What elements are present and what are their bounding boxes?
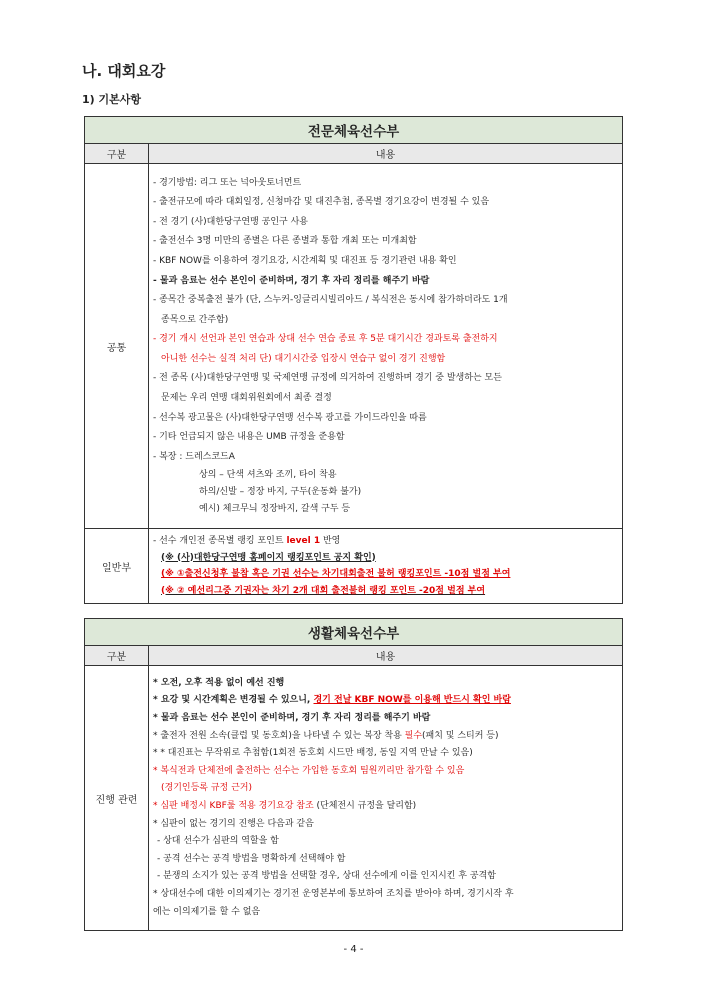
pro-table — [84, 116, 623, 604]
progress-content — [149, 666, 623, 931]
level-text: level 1 — [286, 536, 321, 546]
list-item: - 물과 음료는 선수 본인이 준비하며, 경기 후 자리 정리를 해주기 바람 — [153, 275, 430, 286]
list-item: * 상대선수에 대한 이의제기는 경기전 운영본부에 통보하여 조치를 받아야 하며, 경기시작 후 — [153, 888, 514, 899]
list-item: (경기인등록 규정 근거) — [161, 783, 252, 794]
list-item: - 경기방법: 리그 또는 넉아웃토너먼트 — [153, 177, 302, 188]
text: (※ ② 예선리그중 기권자는 차기 2개 대회 출전불허 — [161, 585, 367, 596]
life-table-title: 생활체육선수부 — [85, 619, 623, 646]
progress-label: 진행 관련 — [85, 666, 149, 931]
list-item: - 전 경기 (사)대한당구연맹 공인구 사용 — [153, 216, 308, 227]
subsection-heading: 1) 기본사항 — [82, 93, 142, 106]
list-item: - 종목간 중복출전 불가 (단, 스누커-잉글리시빌리아드 / 복식전은 동시에 참가하더라도 1개 — [153, 295, 508, 306]
pro-col-content: 내용 — [149, 144, 623, 164]
list-item: 하의/신발 – 정장 바지, 구두(운동화 불가) — [199, 487, 362, 498]
list-item: 종목으로 간주함) — [161, 314, 229, 325]
life-table — [84, 618, 623, 931]
list-item: - 전 종목 (사)대한당구연맹 및 국제연맹 규정에 의거하여 진행하며 경기 중 발생하는 모든 — [153, 373, 502, 384]
list-item: - 선수복 광고물은 (사)대한당구연맹 선수복 광고를 가이드라인을 따름 — [153, 412, 427, 423]
list-item — [153, 692, 618, 710]
text: (패치 및 스티커 등) — [422, 730, 499, 741]
list-item: - 상대 선수가 심판의 역할을 함 — [157, 836, 279, 847]
list-item — [153, 728, 618, 746]
text: * 심판 배정시 KBF룰 적용 경기요강 참조 — [153, 801, 314, 811]
list-item: - 분쟁의 소지가 있는 공격 방법을 선택할 경우, 상대 선수에게 이를 인지시킨 후 공격함 — [157, 871, 496, 882]
list-item: 에는 이의제기를 할 수 없음 — [153, 906, 261, 917]
list-item: - 출전규모에 따라 대회일정, 신청마감 및 대진추첨, 종목별 경기요강이 변경될 수 있음 — [153, 197, 490, 208]
list-item: * * 대진표는 무작위로 추첨함(1회전 동호회 시드만 배정, 동일 지역 만날 수 있음) — [153, 748, 473, 759]
pro-table-title: 전문체육선수부 — [85, 117, 623, 144]
common-content — [149, 164, 623, 529]
list-item — [153, 533, 618, 550]
list-item: * 심판이 없는 경기의 진행은 다음과 같음 — [153, 818, 314, 829]
list-item: - KBF NOW를 이용하여 경기요강, 시간계획 및 대진표 등 경기관련 내용 확인 — [153, 255, 457, 266]
list-item: * 복식전과 단체전에 출전하는 선수는 가입한 동호회 팀원끼리만 참가할 수 있음 — [153, 765, 465, 776]
general-content — [149, 529, 623, 604]
text: - 선수 개인전 종목별 랭킹 포인트 — [153, 536, 287, 546]
list-item: (※ ①출전신청후 불참 혹은 기권 선수는 차기대회출전 불허 랭킹포인트 -10점 벌점 부여 — [161, 569, 511, 579]
list-item — [153, 798, 618, 816]
list-item: * 오전, 오후 적용 없이 예선 진행 — [153, 677, 285, 688]
list-item: - 기타 언급되지 않은 내용은 UMB 규정을 준용함 — [153, 432, 345, 443]
pro-col-category: 구분 — [85, 144, 149, 164]
list-item: * 물과 음료는 선수 본인이 준비하며, 경기 후 자리 정리를 해주기 바람 — [153, 713, 431, 724]
list-item: 문제는 우리 연맹 대회위원회에서 최종 결정 — [161, 393, 332, 404]
list-item: - 경기 개시 선언과 본인 연습과 상대 선수 연습 종료 후 5분 대기시간 경과토록 출전하지 — [153, 334, 498, 345]
common-label: 공통 — [85, 164, 149, 529]
text: 필수 — [404, 730, 423, 741]
text: 경기 전날 KBF NOW를 이용해 반드시 확인 바람 — [313, 695, 511, 706]
text: * 출전자 전원 소속(클럽 및 동호회)을 나타낼 수 있는 복장 착용 — [153, 730, 405, 741]
list-item: 상의 – 단색 셔츠와 조끼, 타이 착용 — [199, 470, 337, 481]
list-item: - 출전선수 3명 미만의 종별은 다른 종별과 통합 개최 또는 미개최함 — [153, 236, 417, 247]
list-item — [153, 583, 618, 600]
list-item: 아니한 선수는 실격 처리 단) 대기시간중 입장시 연습구 없이 경기 진행함 — [161, 353, 446, 364]
text: (단체전시 규정을 달리함) — [313, 801, 417, 811]
text: * 요강 및 시간계획은 변경될 수 있으니, — [153, 695, 314, 706]
life-col-content: 내용 — [149, 646, 623, 666]
list-item: 예시) 체크무늬 정장바지, 갈색 구두 등 — [199, 504, 351, 515]
list-item: - 공격 선수는 공격 방법을 명확하게 선택해야 함 — [157, 853, 346, 864]
life-col-category: 구분 — [85, 646, 149, 666]
list-item: - 복장 : 드레스코드A — [153, 451, 235, 462]
page-number: - 4 - — [343, 944, 364, 955]
text: 반영 — [320, 536, 341, 546]
text: 랭킹 포인트 -20점 벌점 부여 — [366, 585, 486, 596]
general-label: 일반부 — [85, 529, 149, 604]
section-heading: 나. 대회요강 — [82, 62, 166, 80]
list-item: (※ (사)대한당구연맹 홈페이지 랭킹포인트 공지 확인) — [161, 552, 376, 563]
